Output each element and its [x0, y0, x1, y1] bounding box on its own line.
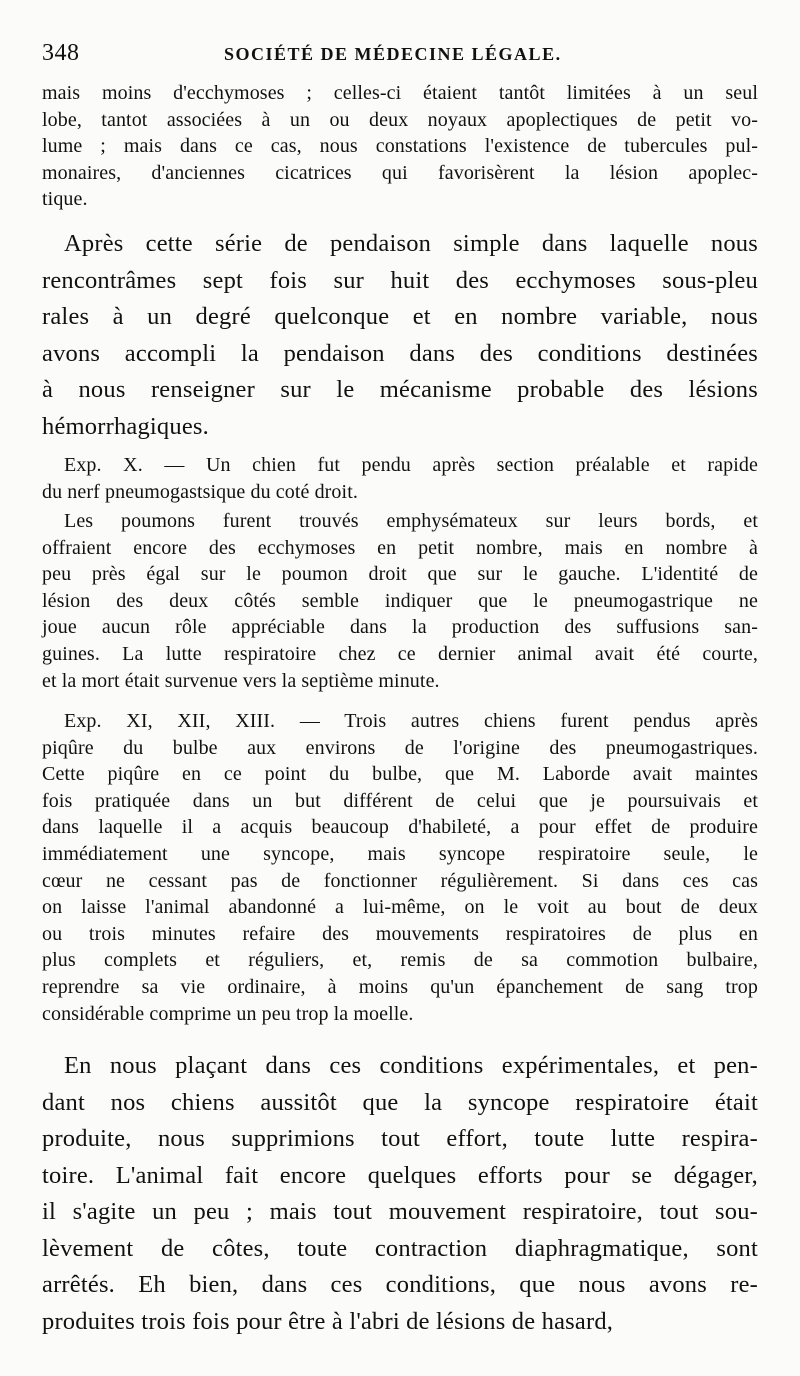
text-line: Exp. X. — Un chien fut pendu après section préalable et rapide — [64, 454, 758, 476]
text-line: toire. L'animal fait encore quelques efforts pour se dégager, — [42, 1161, 758, 1189]
running-head: SOCIÉTÉ DE MÉDECINE LÉGALE. — [224, 44, 562, 64]
text-line: mais moins d'ecchymoses ; celles-ci étaient tantôt limitées à un seul — [42, 82, 758, 104]
text-line: fois pratiquée dans un but différent de celui que je poursuivais et — [42, 789, 758, 812]
text-line: rencontrâmes sept fois sur huit des ecchymoses sous-pleu — [42, 266, 758, 294]
text-line: dant nos chiens aussitôt que la syncope respiratoire était — [42, 1088, 758, 1116]
text-line: tique. — [42, 188, 88, 211]
text-line: Les poumons furent trouvés emphysémateux sur leurs bords, et — [64, 510, 758, 532]
text-line: produite, nous supprimions tout effort, toute lutte respira- — [42, 1125, 758, 1152]
text-line: il s'agite un peu ; mais tout mouvement respiratoire, tout sou- — [42, 1198, 758, 1225]
text-line: peu près égal sur le poumon droit que sur le gauche. L'identité de — [42, 563, 758, 586]
text-line: rales à un degré quelconque et en nombre variable, nous — [42, 303, 758, 330]
text-line: lèvement de côtes, toute contraction diaphragmatique, sont — [42, 1234, 758, 1262]
text-line: on laisse l'animal abandonné a lui-même, on le voit au bout de deux — [42, 896, 758, 919]
text-line: considérable comprime un peu trop la moelle. — [42, 1002, 414, 1025]
paragraph-exp-x — [42, 452, 758, 505]
paragraph-exp-xi-xii-xiii — [42, 708, 758, 1027]
text-line: piqûre du bulbe aux environs de l'origine des pneumogastriques. — [42, 736, 758, 759]
text-line: cœur ne cessant pas de fonctionner régulièrement. Si dans ces cas — [42, 869, 758, 892]
text-line: Exp. XI, XII, XIII. — Trois autres chiens furent pendus après — [64, 710, 758, 732]
text-line: ou trois minutes refaire des mouvements respiratoires de plus en — [42, 922, 758, 945]
text-line: arrêtés. Eh bien, dans ces conditions, que nous avons re- — [42, 1271, 758, 1298]
paragraph-pendaison-simple — [42, 226, 758, 445]
text-line: immédiatement une syncope, mais syncope respiratoire seule, le — [42, 842, 758, 865]
text-line: hémorrhagiques. — [42, 412, 209, 440]
paragraph-continuation — [42, 80, 758, 213]
text-line: guines. La lutte respiratoire chez ce dernier animal avait été courte, — [42, 642, 758, 665]
page-number: 348 — [42, 40, 80, 66]
text-line: à nous renseigner sur le mécanisme probable des lésions — [42, 376, 758, 403]
text-line: plus complets et réguliers, et, remis de sa commotion bulbaire, — [42, 949, 758, 972]
text-line: Cette piqûre en ce point du bulbe, que M. Laborde avait maintes — [42, 763, 758, 786]
text-line: joue aucun rôle appréciable dans la production des suffusions san- — [42, 616, 758, 639]
text-line: Après cette série de pendaison simple dans laquelle nous — [64, 230, 758, 257]
text-line: dans laquelle il a acquis beaucoup d'habileté, a pour effet de produire — [42, 816, 758, 839]
page-header — [38, 40, 760, 74]
text-line: monaires, d'anciennes cicatrices qui favorisèrent la lésion apoplec- — [42, 161, 758, 184]
paragraph-conditions-experimentales — [42, 1048, 758, 1340]
text-line: reprendre sa vie ordinaire, à moins qu'un épanchement de sang trop — [42, 975, 758, 998]
text-line: En nous plaçant dans ces conditions expérimentales, et pen- — [64, 1052, 758, 1079]
text-line: et la mort était survenue vers la septième minute. — [42, 669, 440, 692]
text-line: produites trois fois pour être à l'abri de lésions de hasard, — [42, 1307, 614, 1335]
text-line: offraient encore des ecchymoses en petit nombre, mais en nombre à — [42, 536, 758, 559]
paragraph-poumons — [42, 508, 758, 694]
text-line: avons accompli la pendaison dans des conditions destinées — [42, 339, 758, 367]
text-line: lésion des deux côtés semble indiquer que le pneumogastrique ne — [42, 589, 758, 612]
text-line: du nerf pneumogastsique du coté droit. — [42, 480, 358, 503]
text-line: lobe, tantot associées à un ou deux noyaux apoplectiques de petit vo- — [42, 108, 758, 131]
text-line: lume ; mais dans ce cas, nous constations l'existence de tubercules pul- — [42, 135, 758, 158]
